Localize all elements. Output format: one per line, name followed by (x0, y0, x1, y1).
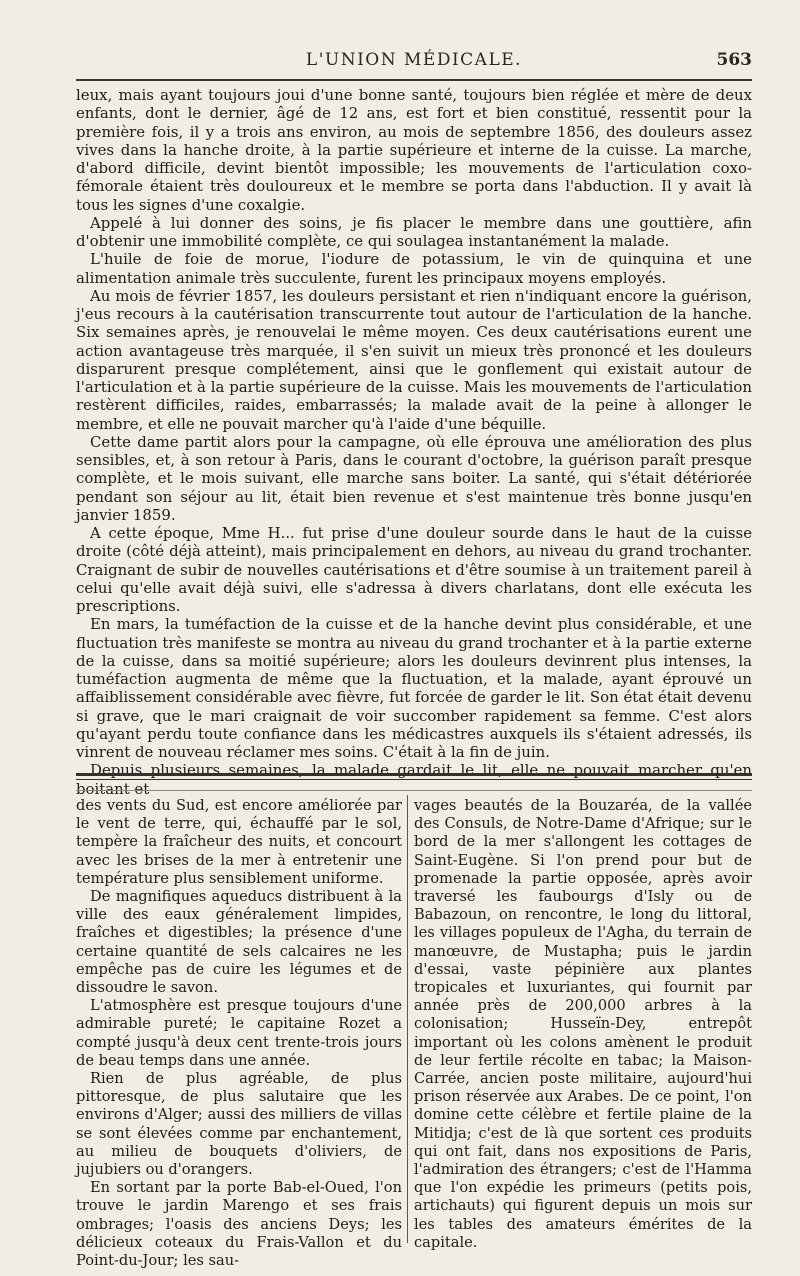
paragraph: Au mois de février 1857, les douleurs persistant et rien n'indiquant encore la guérison, j'eus recours à la cautérisation transcurrente tout autour de l'articulation de la hanche. Six semaines après, je renouvelai le même moyen. Ces deux cautérisations eurent une action avantageuse très marquée, il s'en suivit un mieux très prononcé et les douleurs disparurent presque complétement, ainsi que le gonflement qui existait autour de l'articulation et à la partie supérieure de la cuisse. Mais les mouvements de l'articulation restèrent difficiles, raides, embarrassés; la malade avait de la peine à allonger le membre, et elle ne pouvait marcher qu'à l'aide d'une béquille. (76, 286, 752, 433)
feuilleton-right-column (414, 797, 752, 1251)
column-divider (407, 795, 408, 1243)
feuilleton-separator-thin (76, 779, 752, 780)
paragraph: Depuis plusieurs semaines, la malade gardait le lit, elle ne pouvait marcher qu'en boitant et (76, 761, 752, 798)
main-article-text (76, 86, 752, 798)
header-rule (76, 79, 752, 81)
paragraph: L'atmosphère est presque toujours d'une admirable pureté; le capitaine Rozet a compté jusqu'à deux cent trente-trois jours de beau temps dans une année. (76, 997, 402, 1069)
paragraph: leux, mais ayant toujours joui d'une bonne santé, toujours bien réglée et mère de deux enfants, dont le dernier, âgé de 12 ans, est fort et bien constitué, ressentit pour la première fois, il y a trois ans environ, au mois de septembre 1856, des douleurs assez vives dans la hanche droite, à la partie supérieure et interne de la cuisse. La marche, d'abord difficile, devint bientôt impossible; les mouvements de l'articulation coxo-fémorale étaient très douloureux et le membre se porta dans l'abduction. Il y avait là tous les signes d'une coxalgie. (76, 86, 752, 214)
feuilleton-left-column (76, 797, 402, 1270)
paragraph: vages beautés de la Bouzaréa, de la vallée des Consuls, de Notre-Dame d'Afrique; sur le bord de la mer s'allongent les cottages de Saint-Eugène. Si l'on prend pour but de promenade la partie opposée, après avoir traversé les faubourgs d'Isly ou de Babazoun, on rencontre, le long du littoral, les villages populeux de l'Agha, du terrain de manœuvre, de Mustapha; puis le jardin d'essai, vaste pépinière aux plantes tropicales et luxuriantes, qui fournit par année près de 200,000 arbres à la colonisation; Husseïn-Dey, entrepôt important où les colons amènent le produit de leur fertile récolte en tabac; la Maison-Carrée, ancien poste militaire, aujourd'hui prison réservée aux Arabes. De ce point, l'on domine cette célèbre et fertile plaine de la Mitidja; c'est de là que sortent ces produits qui ont fait, dans nos expositions de Paris, l'admiration des étrangers; c'est de l'Hamma que l'on expédie les primeurs (petits pois, artichauts) qui figurent depuis un mois sur les tables des amateurs émérites de la capitale. (414, 797, 752, 1251)
page-number: 563 (716, 50, 752, 70)
paragraph: L'huile de foie de morue, l'iodure de potassium, le vin de quinquina et une alimentation animale très succulente, furent les principaux moyens employés. (76, 250, 752, 287)
feuilleton-separator-thick (76, 773, 752, 776)
paragraph: des vents du Sud, est encore améliorée par le vent de terre, qui, échauffé par le sol, tempère la fraîcheur des nuits, et concourt avec les brises de la mer à entretenir une température plus sensiblement uniforme. (76, 797, 402, 887)
paragraph: Appelé à lui donner des soins, je fis placer le membre dans une gouttière, afin d'obtenir une immobilité complète, ce qui soulagea instantanément la malade. (76, 213, 752, 250)
paragraph: Cette dame partit alors pour la campagne, où elle éprouva une amélioration des plus sensibles, et, à son retour à Paris, dans le courant d'octobre, la guérison paraît presque complète, et le mois suivant, elle marche sans boiter. La santé, qui s'était détériorée pendant son séjour au lit, était bien revenue et s'est maintenue très bonne jusqu'en janvier 1859. (76, 432, 752, 524)
journal-title: L'UNION MÉDICALE. (305, 50, 523, 70)
paragraph: Rien de plus agréable, de plus pittoresque, de plus salutaire que les environs d'Alger; aussi des milliers de villas se sont élevées comme par enchantement, au milieu de bouquets d'oliviers, de jujubiers ou d'orangers. (76, 1070, 402, 1179)
page-header (76, 48, 752, 78)
paragraph: En mars, la tuméfaction de la cuisse et de la hanche devint plus considérable, et une fluctuation très manifeste se montra au niveau du grand trochanter et à la partie externe de la cuisse, dans sa moitié supérieure; alors les douleurs devinrent plus intenses, la tuméfaction augmenta de même que la fluctuation, et la malade, ayant éprouvé un affaiblissement considérable avec fièvre, fut forcée de garder le lit. Son état était devenu si grave, que le mari craignait de voir succomber rapidement sa femme. C'est alors qu'ayant perdu toute confiance dans les médicastres auxquels ils s'étaient adressés, ils vinrent de nouveau réclamer mes soins. C'était à la fin de juin. (76, 615, 752, 761)
paragraph: De magnifiques aqueducs distribuent à la ville des eaux généralement limpides, fraîches et digestibles; la présence d'une certaine quantité de sels calcaires ne les empêche pas de cuire les légumes et de dissoudre le savon. (76, 888, 402, 997)
paragraph: A cette époque, Mme H... fut prise d'une douleur sourde dans le haut de la cuisse droite (côté déjà atteint), mais principalement en dehors, au niveau du grand trochanter. Craignant de subir de nouvelles cautérisations et d'être soumise à un traitement pareil à celui qu'elle avait déjà suivi, elle s'adressa à divers charlatans, dont elle exécuta les prescriptions. (76, 524, 752, 615)
feuilleton-separator-light (76, 790, 752, 791)
paragraph: En sortant par la porte Bab-el-Oued, l'on trouve le jardin Marengo et ses frais ombrages; l'oasis des anciens Deys; les délicieux coteaux du Frais-Vallon et du Point-du-Jour; les sau- (76, 1179, 402, 1270)
